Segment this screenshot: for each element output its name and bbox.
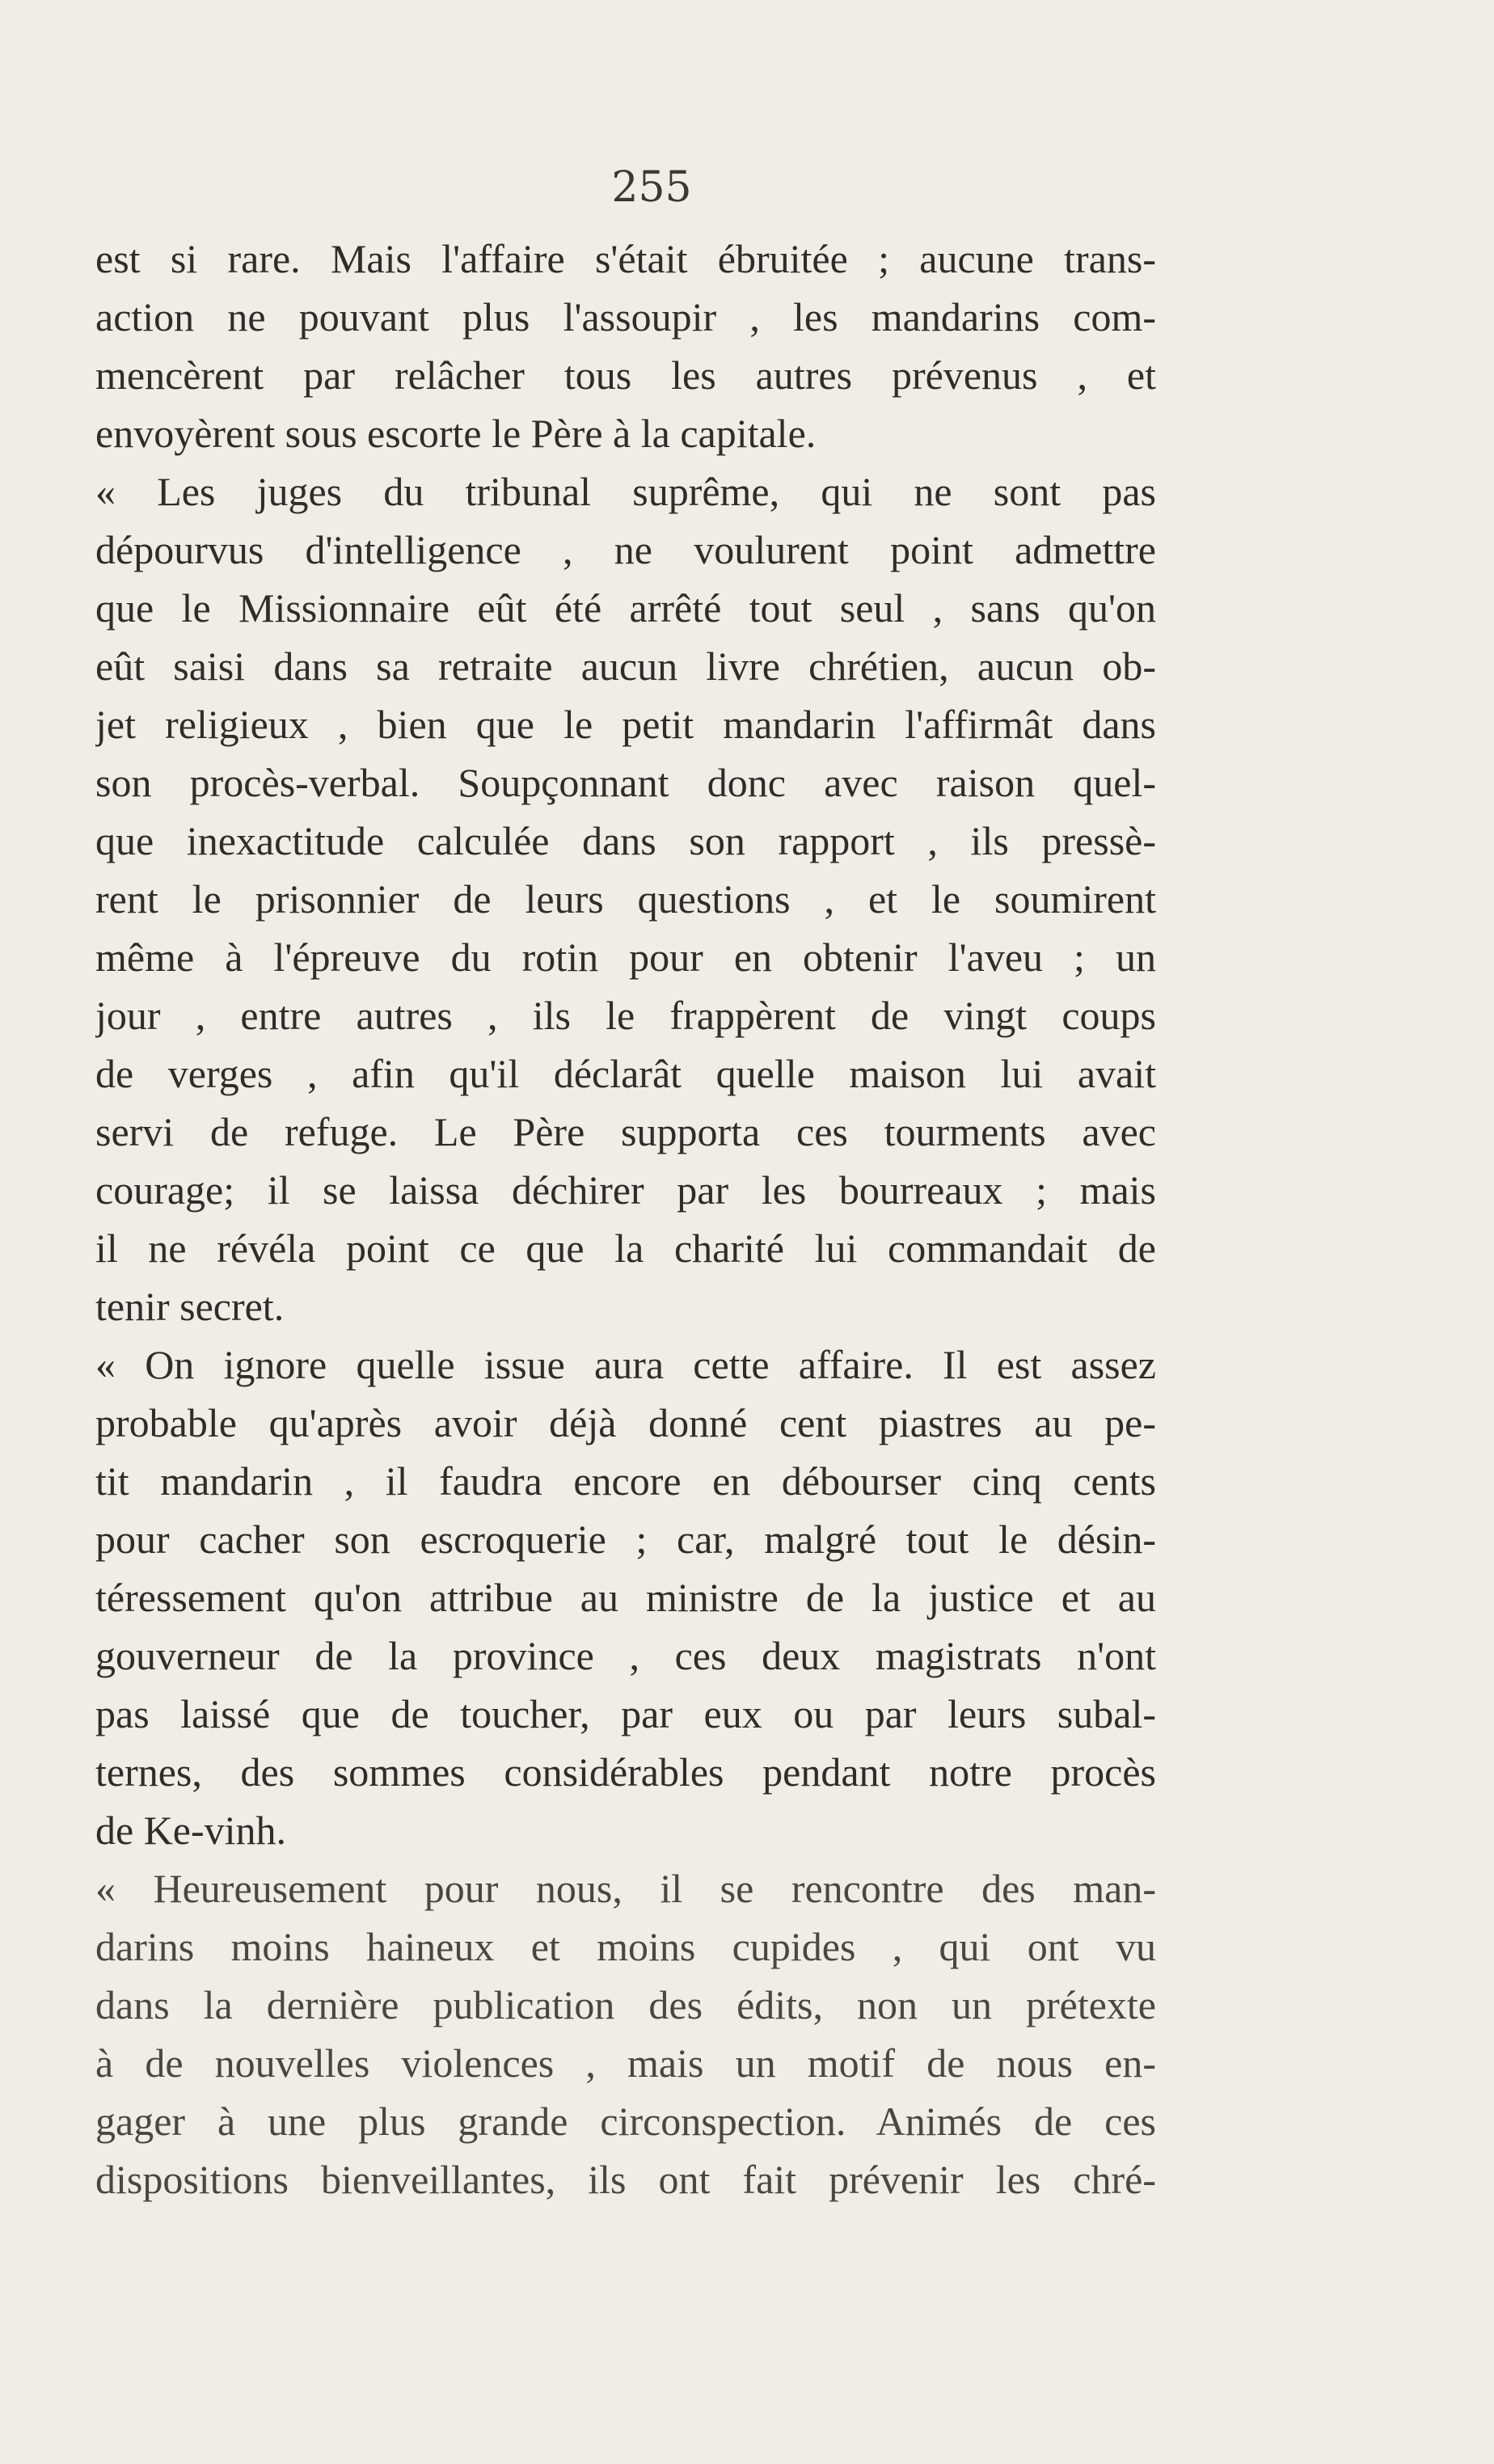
text-line: probable qu'après avoir déjà donné cent piastres au pe-: [95, 1400, 1156, 1445]
text-line: envoyèrent sous escorte le Père à la capitale.: [95, 411, 817, 456]
text-line: son procès-verbal. Soupçonnant donc avec raison quel-: [95, 760, 1156, 805]
text-line: dispositions bienveillantes, ils ont fait prévenir les chré-: [95, 2157, 1156, 2202]
text-line: ternes, des sommes considérables pendant notre procès: [95, 1749, 1156, 1795]
text-line: de verges , afin qu'il déclarât quelle maison lui avait: [95, 1051, 1156, 1096]
page-number: 255: [611, 163, 692, 212]
body-text: [95, 230, 1156, 2209]
text-line: courage; il se laissa déchirer par les bourreaux ; mais: [95, 1167, 1156, 1213]
text-line: dépourvus d'intelligence , ne voulurent point admettre: [95, 527, 1156, 572]
text-line: « Heureusement pour nous, il se rencontre des man-: [95, 1866, 1156, 1911]
text-line: de Ke-vinh.: [95, 1808, 287, 1853]
text-line: eût saisi dans sa retraite aucun livre chrétien, aucun ob-: [95, 643, 1156, 689]
text-line: à de nouvelles violences , mais un motif de nous en-: [95, 2040, 1156, 2086]
text-line: est si rare. Mais l'affaire s'était ébruitée ; aucune trans-: [95, 236, 1156, 281]
text-line: téressement qu'on attribue au ministre de la justice et au: [95, 1575, 1156, 1620]
text-line: servi de refuge. Le Père supporta ces tourments avec: [95, 1109, 1156, 1154]
text-line: rent le prisonnier de leurs questions , et le soumirent: [95, 876, 1156, 922]
text-line: gager à une plus grande circonspection. Animés de ces: [95, 2099, 1156, 2144]
text-line: mencèrent par relâcher tous les autres prévenus , et: [95, 352, 1156, 398]
text-line: jour , entre autres , ils le frappèrent de vingt coups: [95, 993, 1156, 1038]
text-line: gouverneur de la province , ces deux magistrats n'ont: [95, 1633, 1156, 1678]
text-line: darins moins haineux et moins cupides , qui ont vu: [95, 1924, 1156, 1969]
text-line: il ne révéla point ce que la charité lui commandait de: [95, 1226, 1156, 1271]
text-line: « Les juges du tribunal suprême, qui ne sont pas: [95, 469, 1156, 514]
text-line: que le Missionnaire eût été arrêté tout seul , sans qu'on: [95, 585, 1156, 631]
text-line: tenir secret.: [95, 1284, 285, 1329]
text-line: jet religieux , bien que le petit mandarin l'affirmât dans: [95, 702, 1156, 747]
text-line: action ne pouvant plus l'assoupir , les mandarins com-: [95, 294, 1156, 340]
text-line: « On ignore quelle issue aura cette affaire. Il est assez: [95, 1342, 1156, 1387]
text-line: pas laissé que de toucher, par eux ou par leurs subal-: [95, 1691, 1156, 1736]
text-line: même à l'épreuve du rotin pour en obtenir l'aveu ; un: [95, 935, 1156, 980]
text-line: pour cacher son escroquerie ; car, malgré tout le désin-: [95, 1517, 1156, 1562]
text-line: que inexactitude calculée dans son rapport , ils pressè-: [95, 818, 1156, 863]
text-line: dans la dernière publication des édits, non un prétexte: [95, 1982, 1156, 2027]
text-line: tit mandarin , il faudra encore en débourser cinq cents: [95, 1458, 1156, 1504]
